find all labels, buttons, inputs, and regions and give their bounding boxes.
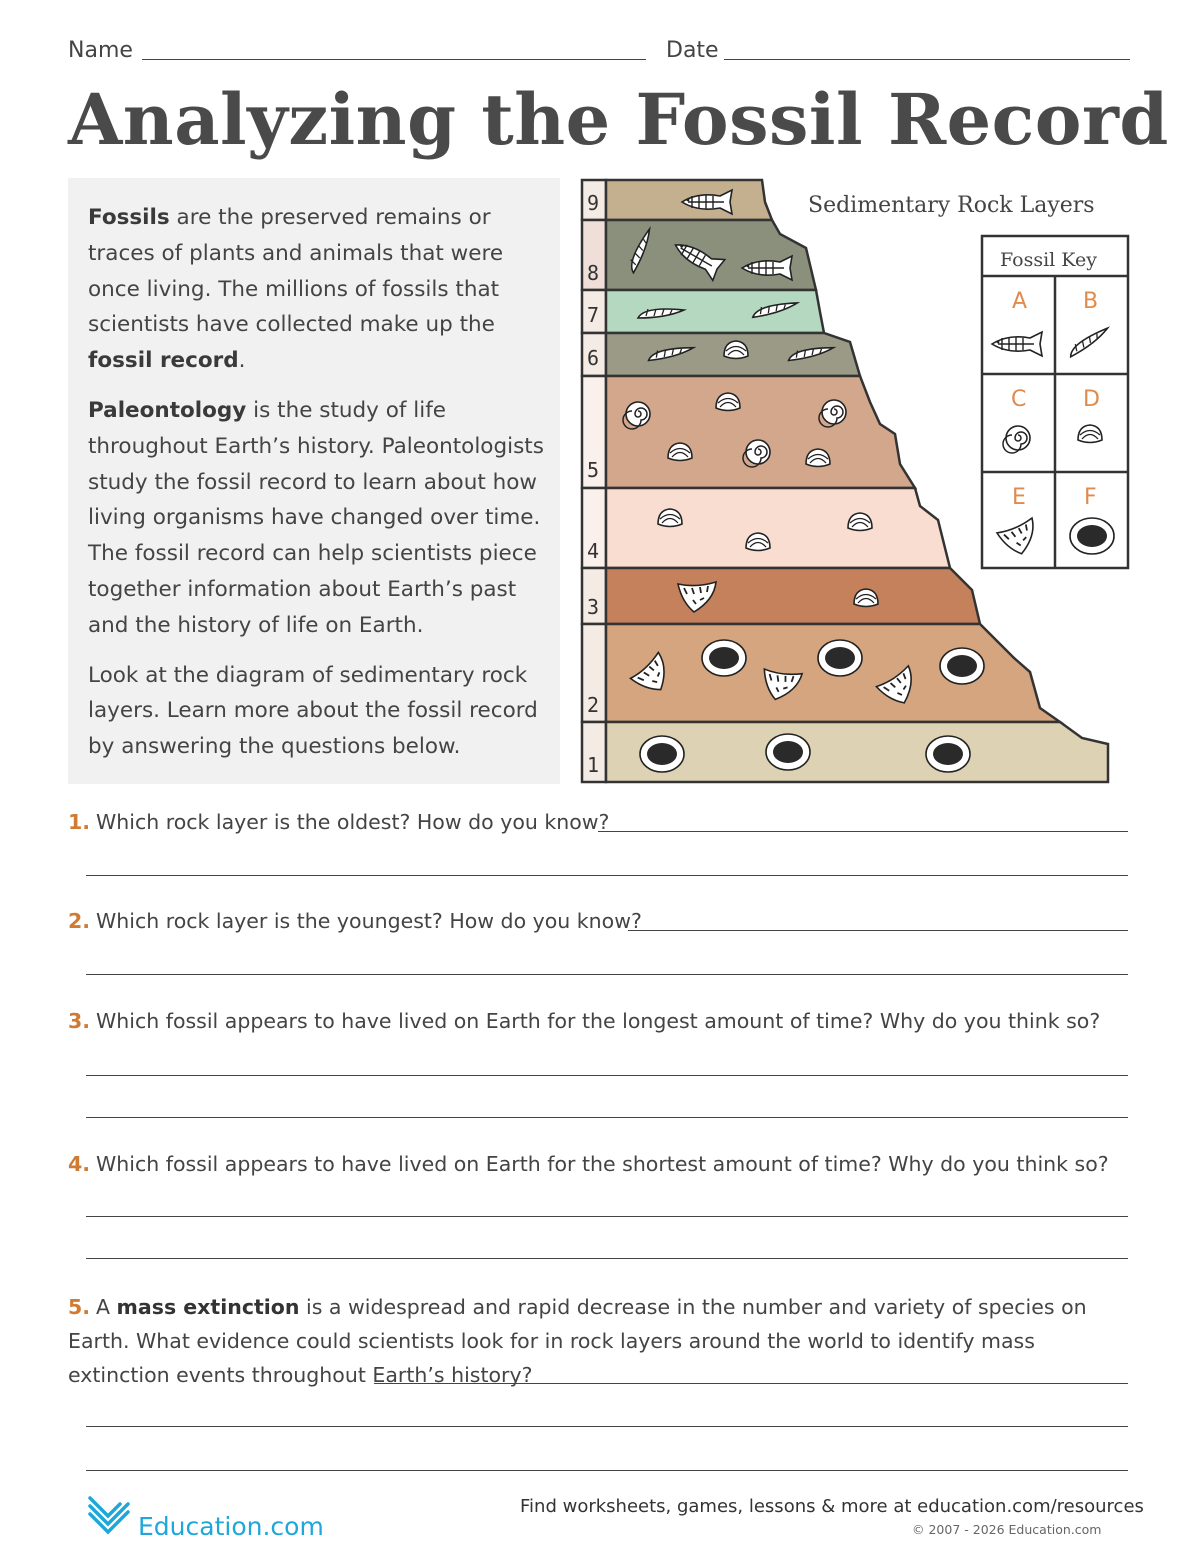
- key-letter-b: B: [1083, 289, 1099, 314]
- layer-number: 2: [587, 693, 600, 717]
- fossil-key: [982, 236, 1128, 568]
- answer-line[interactable]: [86, 1117, 1128, 1118]
- term-fossil-record: fossil record: [88, 348, 239, 374]
- fossil-rock-icon: [1070, 518, 1114, 554]
- term-mass-extinction: mass extinction: [116, 1295, 300, 1319]
- question-2: 2. Which rock layer is the youngest? How do you know?: [68, 909, 642, 933]
- intro-paragraph-1: Fossils are the preserved remains or traces of plants and animals that were once living. The millions of fossils that scientists have collected make up the fossil record.: [88, 205, 504, 374]
- question-4: 4. Which fossil appears to have lived on Earth for the shortest amount of time? Why do you think so?: [68, 1152, 1109, 1176]
- layer-number: 9: [587, 191, 600, 215]
- answer-line[interactable]: [86, 1470, 1128, 1471]
- intro-paragraph-2: Paleontology is the study of life throughout Earth’s history. Paleontologists study the fossil record to learn about how living organisms have changed over time. The fossil record can help scientists piece together information about Earth’s past and the history of life on Earth.: [88, 397, 544, 638]
- answer-line[interactable]: [374, 1383, 1128, 1384]
- date-line[interactable]: [724, 59, 1130, 60]
- intro-paragraph-3: Look at the diagram of sedimentary rock layers. Learn more about the fossil record by answering the questions below.: [88, 662, 538, 760]
- answer-line[interactable]: [86, 1216, 1128, 1217]
- key-letter-d: D: [1083, 387, 1100, 412]
- answer-line[interactable]: [598, 831, 1128, 832]
- question-3: 3. Which fossil appears to have lived on Earth for the longest amount of time? Why do you think so?: [68, 1009, 1101, 1033]
- key-letter-a: A: [1012, 289, 1028, 314]
- layer-number: 1: [587, 753, 600, 777]
- education-logo-text[interactable]: Education.com: [138, 1512, 324, 1541]
- rock-layer-3: [606, 568, 980, 624]
- layer-number: 8: [587, 261, 600, 285]
- answer-line[interactable]: [86, 1426, 1128, 1427]
- term-fossils: Fossils: [88, 205, 170, 230]
- page-title: Analyzing the Fossil Record: [68, 78, 1169, 161]
- answer-line[interactable]: [86, 974, 1128, 975]
- footer-resources-link[interactable]: Find worksheets, games, lessons & more at education.com/resources: [520, 1496, 1144, 1517]
- name-line[interactable]: [142, 59, 646, 60]
- term-paleontology: Paleontology: [88, 397, 247, 423]
- intro-panel: [68, 178, 560, 784]
- key-letter-c: C: [1011, 387, 1027, 412]
- key-letter-e: E: [1012, 485, 1026, 510]
- rock-layers-diagram: [570, 172, 1150, 792]
- rock-layer-5: [606, 376, 915, 488]
- answer-line[interactable]: [86, 1258, 1128, 1259]
- footer-copyright: © 2007 - 2026 Education.com: [912, 1522, 1102, 1537]
- layer-number: 3: [587, 595, 600, 619]
- diagram-title: Sedimentary Rock Layers: [808, 193, 1095, 218]
- layer-number: 6: [587, 346, 600, 370]
- key-letter-f: F: [1084, 485, 1097, 510]
- name-label: Name: [68, 38, 133, 63]
- rock-layer-4: [606, 488, 950, 568]
- question-5: 5. A mass extinction is a widespread and rapid decrease in the number and variety of species on Earth. What evidence could scientists look for in rock layers around the world to identify mass extinction events throughout Earth’s history?: [68, 1295, 1087, 1387]
- answer-line[interactable]: [86, 1075, 1128, 1076]
- fossil-key-title: Fossil Key: [1000, 249, 1097, 271]
- layer-number: 4: [587, 539, 600, 563]
- rock-layer-7: [606, 290, 824, 333]
- answer-line[interactable]: [628, 930, 1128, 931]
- layer-number: 5: [587, 458, 600, 482]
- layer-number: 7: [587, 303, 600, 327]
- date-label: Date: [666, 38, 719, 63]
- answer-line[interactable]: [86, 875, 1128, 876]
- question-1: 1. Which rock layer is the oldest? How do you know?: [68, 810, 610, 834]
- education-logo-icon: [84, 1488, 134, 1538]
- clam-shell-icon: [1078, 425, 1102, 443]
